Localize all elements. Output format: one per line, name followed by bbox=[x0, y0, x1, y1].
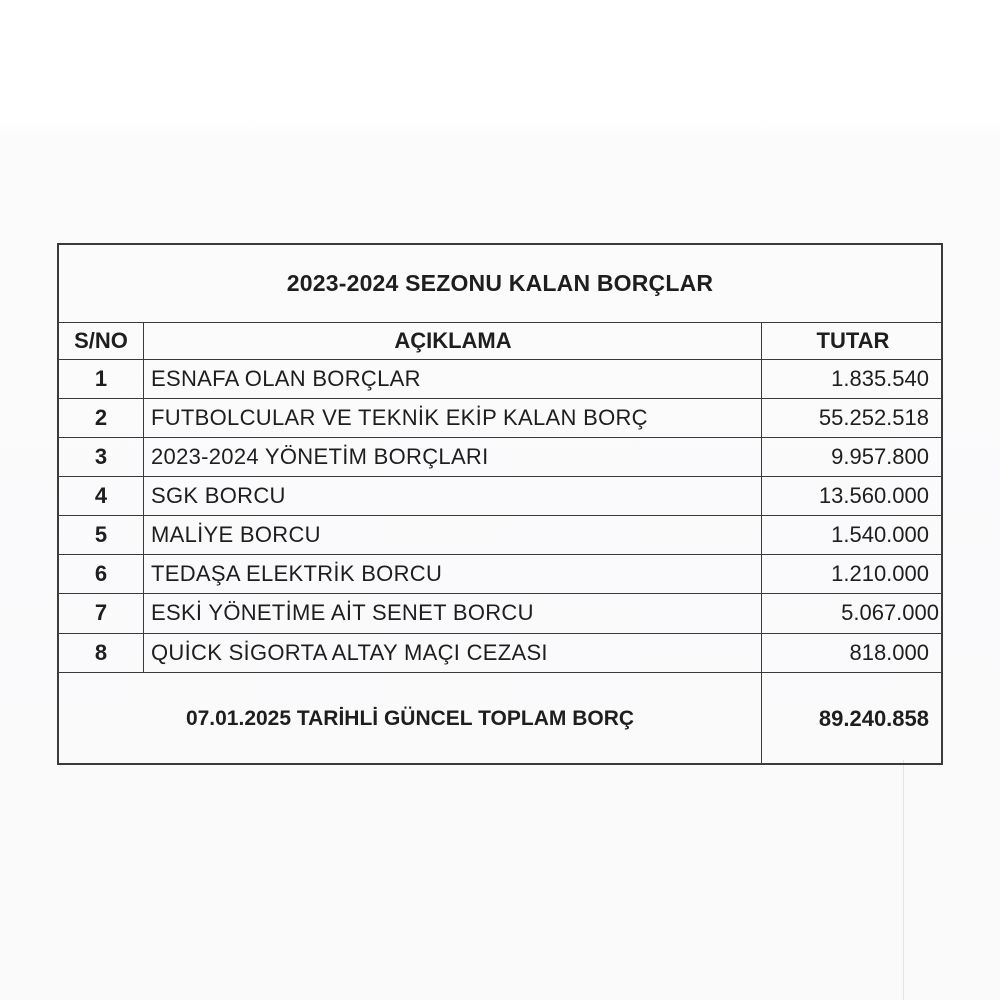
row-number: 3 bbox=[94, 443, 108, 469]
row-description: SGK BORCU bbox=[151, 482, 286, 508]
table-title: 2023-2024 SEZONU KALAN BORÇLAR bbox=[286, 270, 714, 296]
row-number: 5 bbox=[94, 521, 108, 547]
row-amount: 5.067.000 bbox=[841, 600, 939, 625]
row-amount: 13.560.000 bbox=[818, 482, 929, 508]
paper-fold-line bbox=[903, 760, 904, 1000]
row-description: MALİYE BORCU bbox=[151, 521, 321, 547]
row-description: ESNAFA OLAN BORÇLAR bbox=[151, 365, 421, 391]
header-description: AÇIKLAMA bbox=[394, 327, 512, 353]
row-number: 1 bbox=[94, 365, 108, 391]
row-number: 8 bbox=[94, 639, 108, 665]
row-description: FUTBOLCULAR VE TEKNİK EKİP KALAN BORÇ bbox=[151, 404, 648, 430]
column-divider bbox=[143, 322, 144, 672]
header-no: S/NO bbox=[74, 327, 128, 353]
header-amount: TUTAR bbox=[816, 327, 890, 353]
row-amount: 818.000 bbox=[849, 639, 929, 665]
column-divider bbox=[761, 322, 762, 765]
row-description: 2023-2024 YÖNETİM BORÇLARI bbox=[151, 443, 489, 469]
row-number: 4 bbox=[94, 482, 108, 508]
row-amount: 1.835.540 bbox=[831, 365, 929, 391]
row-description: TEDAŞA ELEKTRİK BORCU bbox=[151, 560, 443, 586]
total-amount: 89.240.858 bbox=[818, 705, 929, 731]
total-label: 07.01.2025 TARİHLİ GÜNCEL TOPLAM BORÇ bbox=[185, 706, 635, 730]
row-description: ESKİ YÖNETİME AİT SENET BORCU bbox=[151, 600, 534, 625]
row-amount: 1.540.000 bbox=[831, 521, 929, 547]
row-number: 7 bbox=[94, 600, 108, 625]
row-number: 6 bbox=[94, 560, 108, 586]
row-amount: 55.252.518 bbox=[818, 404, 929, 430]
row-description: QUİCK SİGORTA ALTAY MAÇI CEZASI bbox=[151, 639, 548, 665]
row-amount: 1.210.000 bbox=[831, 560, 929, 586]
row-number: 2 bbox=[94, 404, 108, 430]
debt-table bbox=[57, 243, 943, 765]
row-amount: 9.957.800 bbox=[831, 443, 929, 469]
